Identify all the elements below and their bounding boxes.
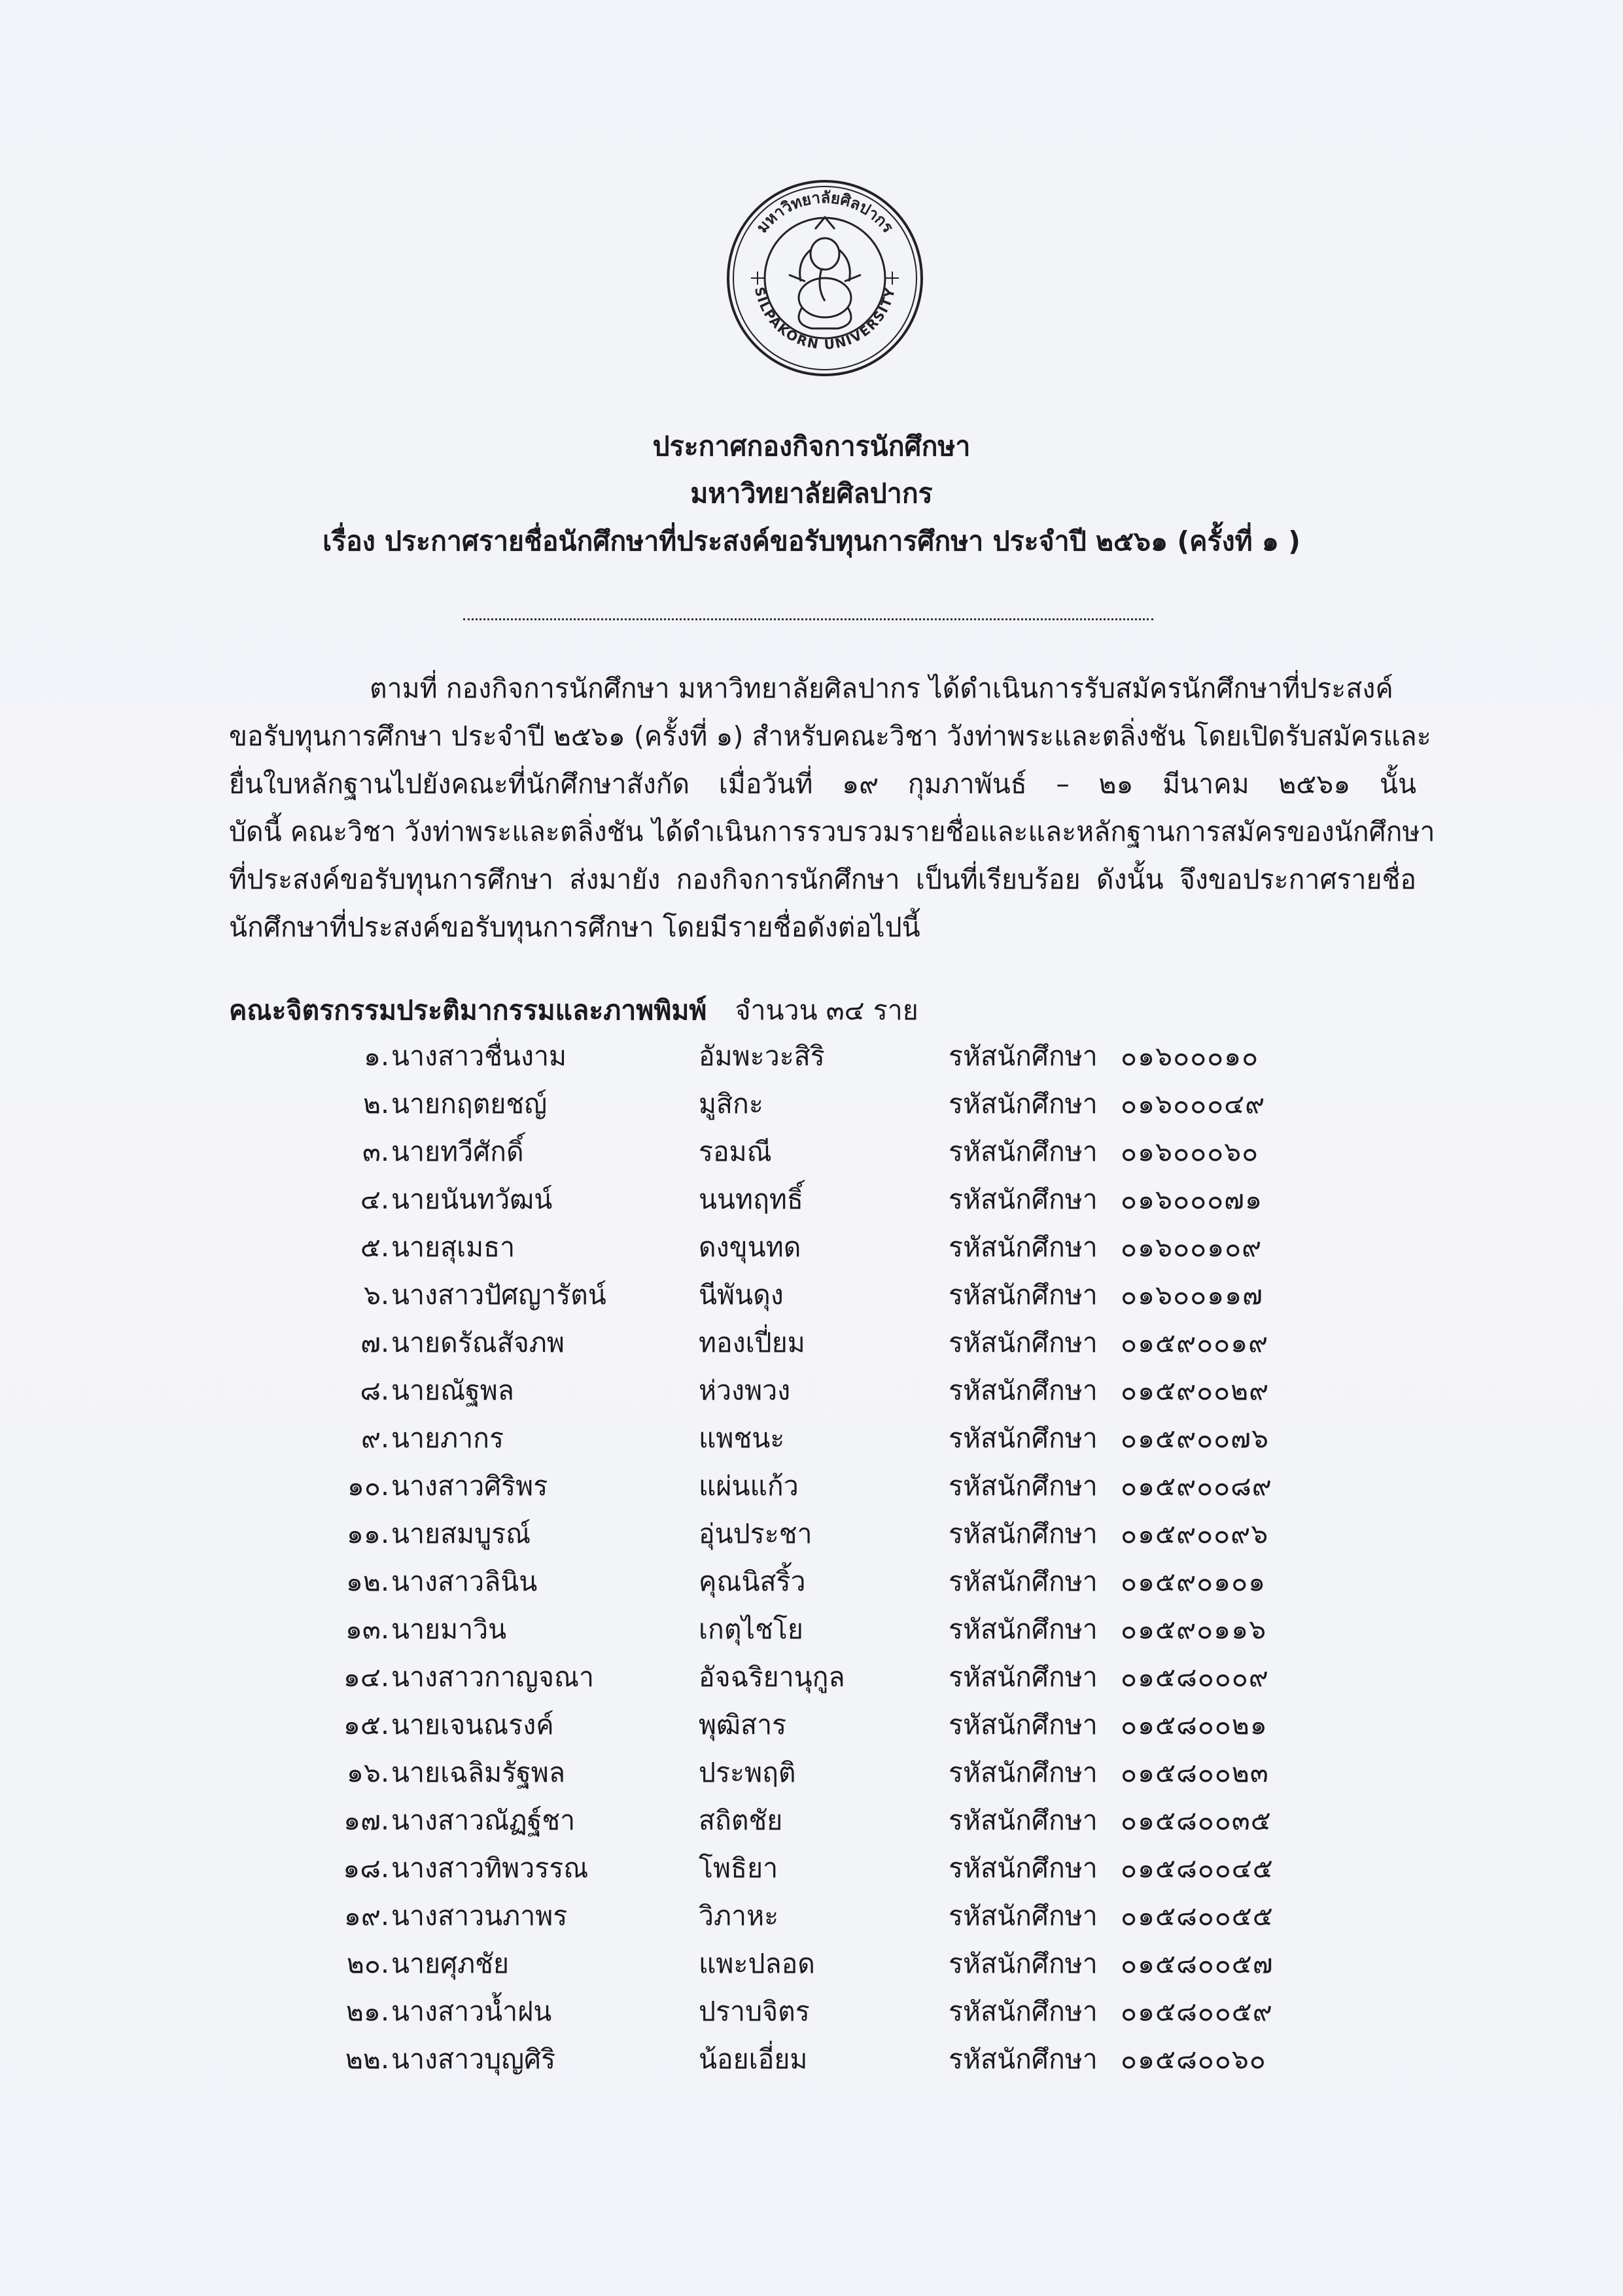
student-id-label: รหัสนักศึกษา — [949, 1279, 1098, 1311]
student-id-label: รหัสนักศึกษา — [949, 2043, 1098, 2075]
body-paragraph-line-4: บัดนี้ คณะวิชา วังท่าพระและตลิ่งชัน ได้ดำเนินการรวบรวมรายชื่อและและหลักฐานการสมัครของนักศึกษา — [229, 816, 1435, 847]
student-last-name: วิภาหะ — [699, 1900, 779, 1932]
student-last-name: ทองเปี่ยม — [699, 1327, 805, 1358]
student-id: ๐๑๕๘๐๐๕๙ — [1121, 1996, 1273, 2027]
student-id-label: รหัสนักศึกษา — [949, 1900, 1098, 1932]
student-id: ๐๑๖๐๐๑๐๙ — [1121, 1231, 1263, 1263]
student-number: ๑๓. — [345, 1614, 389, 1645]
student-first-name: นายภากร — [391, 1422, 504, 1454]
announcement-subject: เรื่อง ประกาศรายชื่อนักศึกษาที่ประสงค์ขอรับทุนการศึกษา ประจำปี ๒๕๖๑ (ครั้งที่ ๑ ) — [323, 525, 1300, 557]
student-number: ๑๖. — [346, 1757, 389, 1788]
student-last-name: สถิตชัย — [699, 1805, 783, 1836]
student-id-label: รหัสนักศึกษา — [949, 1470, 1098, 1502]
student-first-name: นางสาวกาญจณา — [391, 1661, 595, 1693]
svg-text:มหาวิทยาลัยศิลปากร: มหาวิทยาลัยศิลปากร — [752, 188, 898, 237]
list-item — [0, 1704, 1623, 1752]
student-first-name: นายณัฐพล — [391, 1375, 514, 1406]
student-last-name: คุณนิสริ้ว — [699, 1566, 806, 1597]
student-last-name: มูสิกะ — [699, 1088, 763, 1120]
student-first-name: นายทวีศักดิ์ — [391, 1136, 524, 1167]
list-item — [0, 1513, 1623, 1561]
announcement-title: ประกาศกองกิจการนักศึกษา — [652, 431, 971, 462]
student-id-label: รหัสนักศึกษา — [949, 1566, 1098, 1597]
list-item — [0, 1847, 1623, 1895]
list-item — [0, 1083, 1623, 1131]
student-first-name: นางสาวปัศญารัตน์ — [391, 1279, 606, 1311]
student-id-label: รหัสนักศึกษา — [949, 1422, 1098, 1454]
student-id: ๐๑๖๐๐๑๑๗ — [1121, 1279, 1264, 1311]
list-item — [0, 1895, 1623, 1943]
student-last-name: รอมณี — [699, 1136, 772, 1167]
list-item — [0, 1656, 1623, 1704]
student-number: ๔. — [360, 1184, 389, 1215]
student-id: ๐๑๕๘๐๐๔๕ — [1121, 1852, 1274, 1884]
university-name: มหาวิทยาลัยศิลปากร — [690, 478, 933, 509]
student-first-name: นายเจนณรงค์ — [391, 1709, 554, 1740]
list-item — [0, 1943, 1623, 1990]
student-number: ๗. — [360, 1327, 389, 1358]
student-first-name: นายมาวิน — [391, 1614, 507, 1645]
student-last-name: เกตุไชโย — [699, 1614, 803, 1645]
student-id-label: รหัสนักศึกษา — [949, 1852, 1098, 1884]
student-number: ๘. — [360, 1375, 389, 1406]
list-item — [0, 1799, 1623, 1847]
faculty-student-count: จำนวน ๓๔ ราย — [735, 995, 918, 1026]
student-id: ๐๑๕๘๐๐๕๗ — [1121, 1948, 1274, 1979]
student-id: ๐๑๕๘๐๐๐๙ — [1121, 1661, 1269, 1693]
student-id: ๐๑๕๙๐๐๗๖ — [1121, 1422, 1270, 1454]
list-item — [0, 1035, 1623, 1083]
list-item — [0, 1178, 1623, 1226]
student-first-name: นางสาวทิพวรรณ — [391, 1852, 589, 1884]
student-number: ๑๕. — [343, 1709, 389, 1740]
student-id-label: รหัสนักศึกษา — [949, 1327, 1098, 1358]
student-first-name: นางสาวศิริพร — [391, 1470, 548, 1502]
student-last-name: อัจฉริยานุกูล — [699, 1661, 845, 1693]
university-seal-logo — [724, 177, 926, 380]
student-last-name: อุ่นประชา — [699, 1518, 812, 1549]
faculty-heading — [229, 989, 918, 1032]
body-paragraph-line-5: ที่ประสงค์ขอรับทุนการศึกษา ส่งมายัง กองกิจการนักศึกษา เป็นที่เรียบร้อย ดังนั้น จึงขอประกาศรายชื่อ — [229, 864, 1416, 895]
student-number: ๒๒. — [345, 2043, 389, 2075]
list-item — [0, 1465, 1623, 1513]
list-item — [0, 1752, 1623, 1799]
student-id: ๐๑๕๘๐๐๒๑ — [1121, 1709, 1268, 1740]
list-item — [0, 1131, 1623, 1178]
student-last-name: อัมพะวะสิริ — [699, 1040, 825, 1072]
student-id: ๐๑๕๙๐๐๘๙ — [1121, 1470, 1272, 1502]
list-item — [0, 1226, 1623, 1274]
student-first-name: นายสุเมธา — [391, 1231, 515, 1263]
student-number: ๒๑. — [345, 1996, 389, 2027]
student-last-name: พุฒิสาร — [699, 1709, 787, 1740]
student-id: ๐๑๖๐๐๐๔๙ — [1121, 1088, 1266, 1120]
body-paragraph-line-6: นักศึกษาที่ประสงค์ขอรับทุนการศึกษา โดยมีรายชื่อดังต่อไปนี้ — [229, 911, 920, 943]
student-id-label: รหัสนักศึกษา — [949, 1948, 1098, 1979]
student-number: ๓. — [362, 1136, 389, 1167]
list-item — [0, 1561, 1623, 1608]
student-first-name: นายสมบูรณ์ — [391, 1518, 531, 1549]
student-last-name: นนทฤทธิ์ — [699, 1184, 803, 1215]
student-number: ๒๐. — [346, 1948, 389, 1979]
student-first-name: นางสาวชื่นงาม — [391, 1040, 567, 1072]
student-first-name: นายศุภชัย — [391, 1948, 509, 1979]
body-paragraph-line-3: ยื่นใบหลักฐานไปยังคณะที่นักศึกษาสังกัด เมื่อวันที่ ๑๙ กุมภาพันธ์ – ๒๑ มีนาคม ๒๕๖๑ นั้น — [229, 768, 1416, 800]
body-paragraph-line-1: ตามที่ กองกิจการนักศึกษา มหาวิทยาลัยศิลปากร ได้ดำเนินการรับสมัครนักศึกษาที่ประสงค์ — [370, 673, 1393, 704]
student-id-label: รหัสนักศึกษา — [949, 1040, 1098, 1072]
student-first-name: นางสาวบุญศิริ — [391, 2043, 556, 2075]
list-item — [0, 2038, 1623, 2086]
student-id: ๐๑๕๘๐๐๖๐ — [1121, 2043, 1266, 2075]
seal-emblem-icon — [724, 177, 926, 380]
student-first-name: นางสาวลินิน — [391, 1566, 538, 1597]
student-number: ๑๒. — [345, 1566, 389, 1597]
student-id: ๐๑๕๘๐๐๒๓ — [1121, 1757, 1269, 1788]
student-id: ๐๑๕๘๐๐๕๕ — [1121, 1900, 1274, 1932]
student-id: ๐๑๕๘๐๐๓๕ — [1121, 1805, 1272, 1836]
student-id-label: รหัสนักศึกษา — [949, 1375, 1098, 1406]
student-last-name: นีพันดุง — [699, 1279, 784, 1311]
student-number: ๖. — [363, 1279, 389, 1311]
student-id-label: รหัสนักศึกษา — [949, 1136, 1098, 1167]
student-id: ๐๑๖๐๐๐๖๐ — [1121, 1136, 1259, 1167]
svg-text:SILPAKORN UNIVERSITY: SILPAKORN UNIVERSITY — [751, 285, 899, 353]
student-id-label: รหัสนักศึกษา — [949, 1518, 1098, 1549]
student-id-label: รหัสนักศึกษา — [949, 1996, 1098, 2027]
student-number: ๑๗. — [343, 1805, 389, 1836]
list-item — [0, 1274, 1623, 1322]
student-id: ๐๑๕๙๐๑๐๑ — [1121, 1566, 1266, 1597]
student-last-name: แพชนะ — [699, 1422, 785, 1454]
student-number: ๕. — [360, 1231, 389, 1263]
faculty-name: คณะจิตรกรรมประติมากรรมและภาพพิมพ์ — [229, 995, 707, 1026]
student-last-name: น้อยเอี่ยม — [699, 2043, 808, 2075]
student-id-label: รหัสนักศึกษา — [949, 1184, 1098, 1215]
student-first-name: นางสาวณัฏฐ์ชา — [391, 1805, 576, 1836]
student-id-label: รหัสนักศึกษา — [949, 1231, 1098, 1263]
student-id: ๐๑๕๙๐๐๑๙ — [1121, 1327, 1269, 1358]
student-id-label: รหัสนักศึกษา — [949, 1088, 1098, 1120]
student-first-name: นายนันทวัฒน์ — [391, 1184, 553, 1215]
student-id: ๐๑๖๐๐๐๗๑ — [1121, 1184, 1263, 1215]
list-item — [0, 1608, 1623, 1656]
student-first-name: นายเฉลิมรัฐพล — [391, 1757, 565, 1788]
student-last-name: โพธิยา — [699, 1852, 778, 1884]
student-id-label: รหัสนักศึกษา — [949, 1614, 1098, 1645]
student-number: ๑๘. — [343, 1852, 389, 1884]
body-paragraph-line-2: ขอรับทุนการศึกษา ประจำปี ๒๕๖๑ (ครั้งที่ ๑) สำหรับคณะวิชา วังท่าพระและตลิ่งชัน โดยเปิดรับสมัครและ — [229, 720, 1431, 752]
list-item — [0, 1322, 1623, 1369]
student-id: ๐๑๕๙๐๐๒๙ — [1121, 1375, 1270, 1406]
student-number: ๑. — [363, 1040, 389, 1072]
student-number: ๑๑. — [346, 1518, 389, 1549]
student-last-name: ประพฤติ — [699, 1757, 796, 1788]
separator-dotted-line — [463, 618, 1153, 620]
list-item — [0, 1417, 1623, 1465]
student-first-name: นายดรัณสัจภพ — [391, 1327, 565, 1358]
list-item — [0, 1369, 1623, 1417]
student-number: ๑๐. — [347, 1470, 389, 1502]
student-last-name: แพะปลอด — [699, 1948, 815, 1979]
student-id: ๐๑๖๐๐๐๑๐ — [1121, 1040, 1259, 1072]
student-last-name: ห่วงพวง — [699, 1375, 791, 1406]
student-id-label: รหัสนักศึกษา — [949, 1757, 1098, 1788]
student-id-label: รหัสนักศึกษา — [949, 1661, 1098, 1693]
student-id: ๐๑๕๙๐๐๙๖ — [1121, 1518, 1269, 1549]
student-id: ๐๑๕๙๐๑๑๖ — [1121, 1614, 1267, 1645]
student-first-name: นางสาวน้ำฝน — [391, 1996, 552, 2027]
student-number: ๑๙. — [343, 1900, 389, 1932]
student-number: ๒. — [362, 1088, 389, 1120]
student-first-name: นางสาวนภาพร — [391, 1900, 568, 1932]
student-number: ๙. — [360, 1422, 389, 1454]
student-number: ๑๔. — [343, 1661, 389, 1693]
student-id-label: รหัสนักศึกษา — [949, 1805, 1098, 1836]
student-last-name: ปราบจิตร — [699, 1996, 810, 2027]
student-last-name: ดงขุนทด — [699, 1231, 801, 1263]
student-list — [0, 1035, 1623, 2086]
student-id-label: รหัสนักศึกษา — [949, 1709, 1098, 1740]
list-item — [0, 1990, 1623, 2038]
student-first-name: นายกฤตยชญ์ — [391, 1088, 548, 1120]
student-last-name: แผ่นแก้ว — [699, 1470, 799, 1502]
